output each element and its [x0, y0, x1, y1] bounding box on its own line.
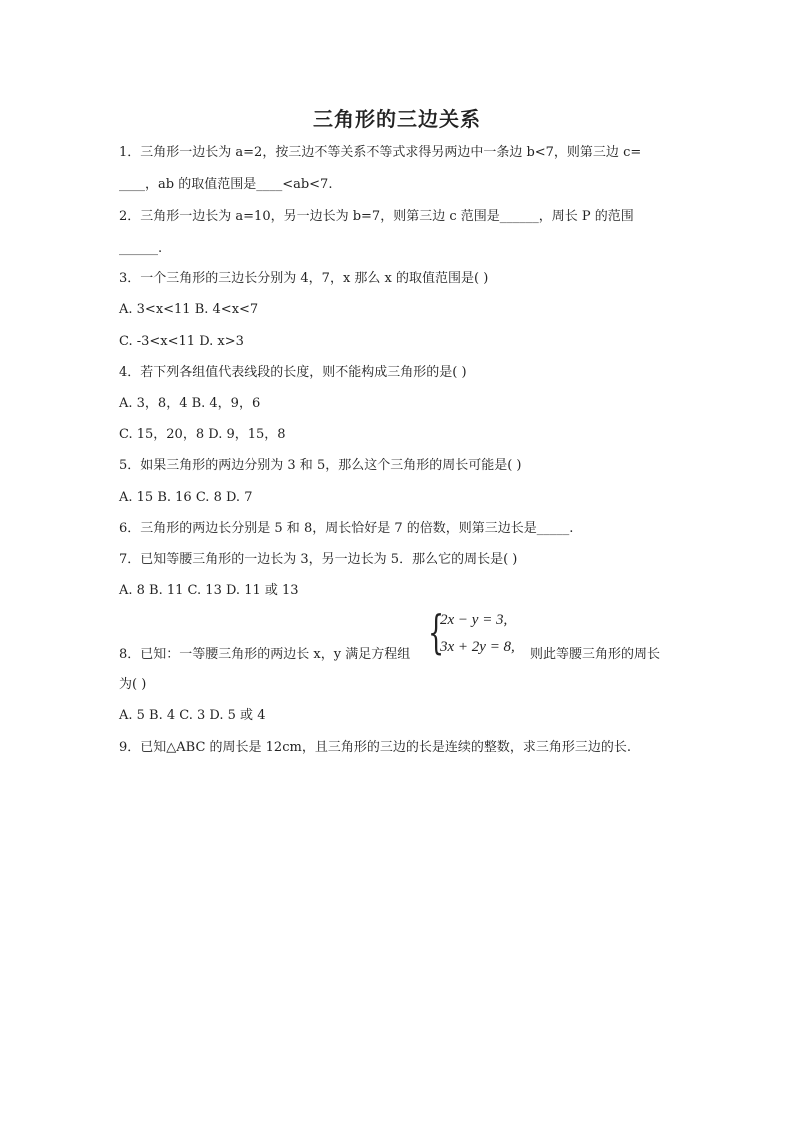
page-title: 三角形的三边关系	[313, 107, 481, 131]
q3-options-cd: C. -3<x<11 D. x>3	[119, 334, 244, 349]
q5-stem: 5．如果三角形的两边分别为 3 和 5，那么这个三角形的周长可能是( )	[119, 458, 522, 473]
q6-stem: 6．三角形的两边长分别是 5 和 8，周长恰好是 7 的倍数，则第三边长是_____.	[119, 521, 574, 536]
q5-options: A. 15 B. 16 C. 8 D. 7	[119, 490, 253, 505]
equation-1: 2x − y = 3,	[440, 612, 508, 628]
q8-prev-options: A. 8 B. 11 C. 13 D. 11 或 13	[119, 583, 299, 598]
q9-stem: 9．已知△ABC 的周长是 12cm，且三角形的三边的长是连续的整数，求三角形三边的长.	[119, 740, 631, 755]
equation-2: 3x + 2y = 8,	[440, 639, 515, 655]
q4-options-ab: A. 3，8，4 B. 4，9，6	[119, 396, 261, 411]
q8-stem: 8．已知：一等腰三角形的两边长 x，y 满足方程组	[119, 647, 411, 662]
q8-stem-tail: 则此等腰三角形的周长	[530, 647, 661, 662]
q3-stem: 3．一个三角形的三边长分别为 4，7，x 那么 x 的取值范围是( )	[119, 271, 489, 286]
q1-line-2: ____，ab 的取值范围是____<ab<7.	[119, 177, 333, 192]
q8-options: A. 5 B. 4 C. 3 D. 5 或 4	[119, 708, 266, 723]
q2-line-2: ______.	[119, 241, 163, 256]
equation-system	[428, 605, 528, 660]
q7-stem: 7．已知等腰三角形的一边长为 3，另一边长为 5．那么它的周长是( )	[119, 552, 518, 567]
q4-stem: 4．若下列各组值代表线段的长度，则不能构成三角形的是( )	[119, 365, 467, 380]
q8-stem-line-2: 为( )	[119, 677, 147, 692]
q3-options-ab: A. 3<x<11 B. 4<x<7	[119, 302, 259, 317]
q4-options-cd: C. 15，20，8 D. 9，15，8	[119, 427, 286, 442]
q1-line-1: 1．三角形一边长为 a=2，按三边不等关系不等式求得另两边中一条边 b<7，则第三边 c=	[119, 145, 642, 160]
q2-line-1: 2．三角形一边长为 a=10，另一边长为 b=7，则第三边 c 范围是______，周长 P 的范围	[119, 209, 634, 224]
left-brace: {	[428, 605, 445, 659]
